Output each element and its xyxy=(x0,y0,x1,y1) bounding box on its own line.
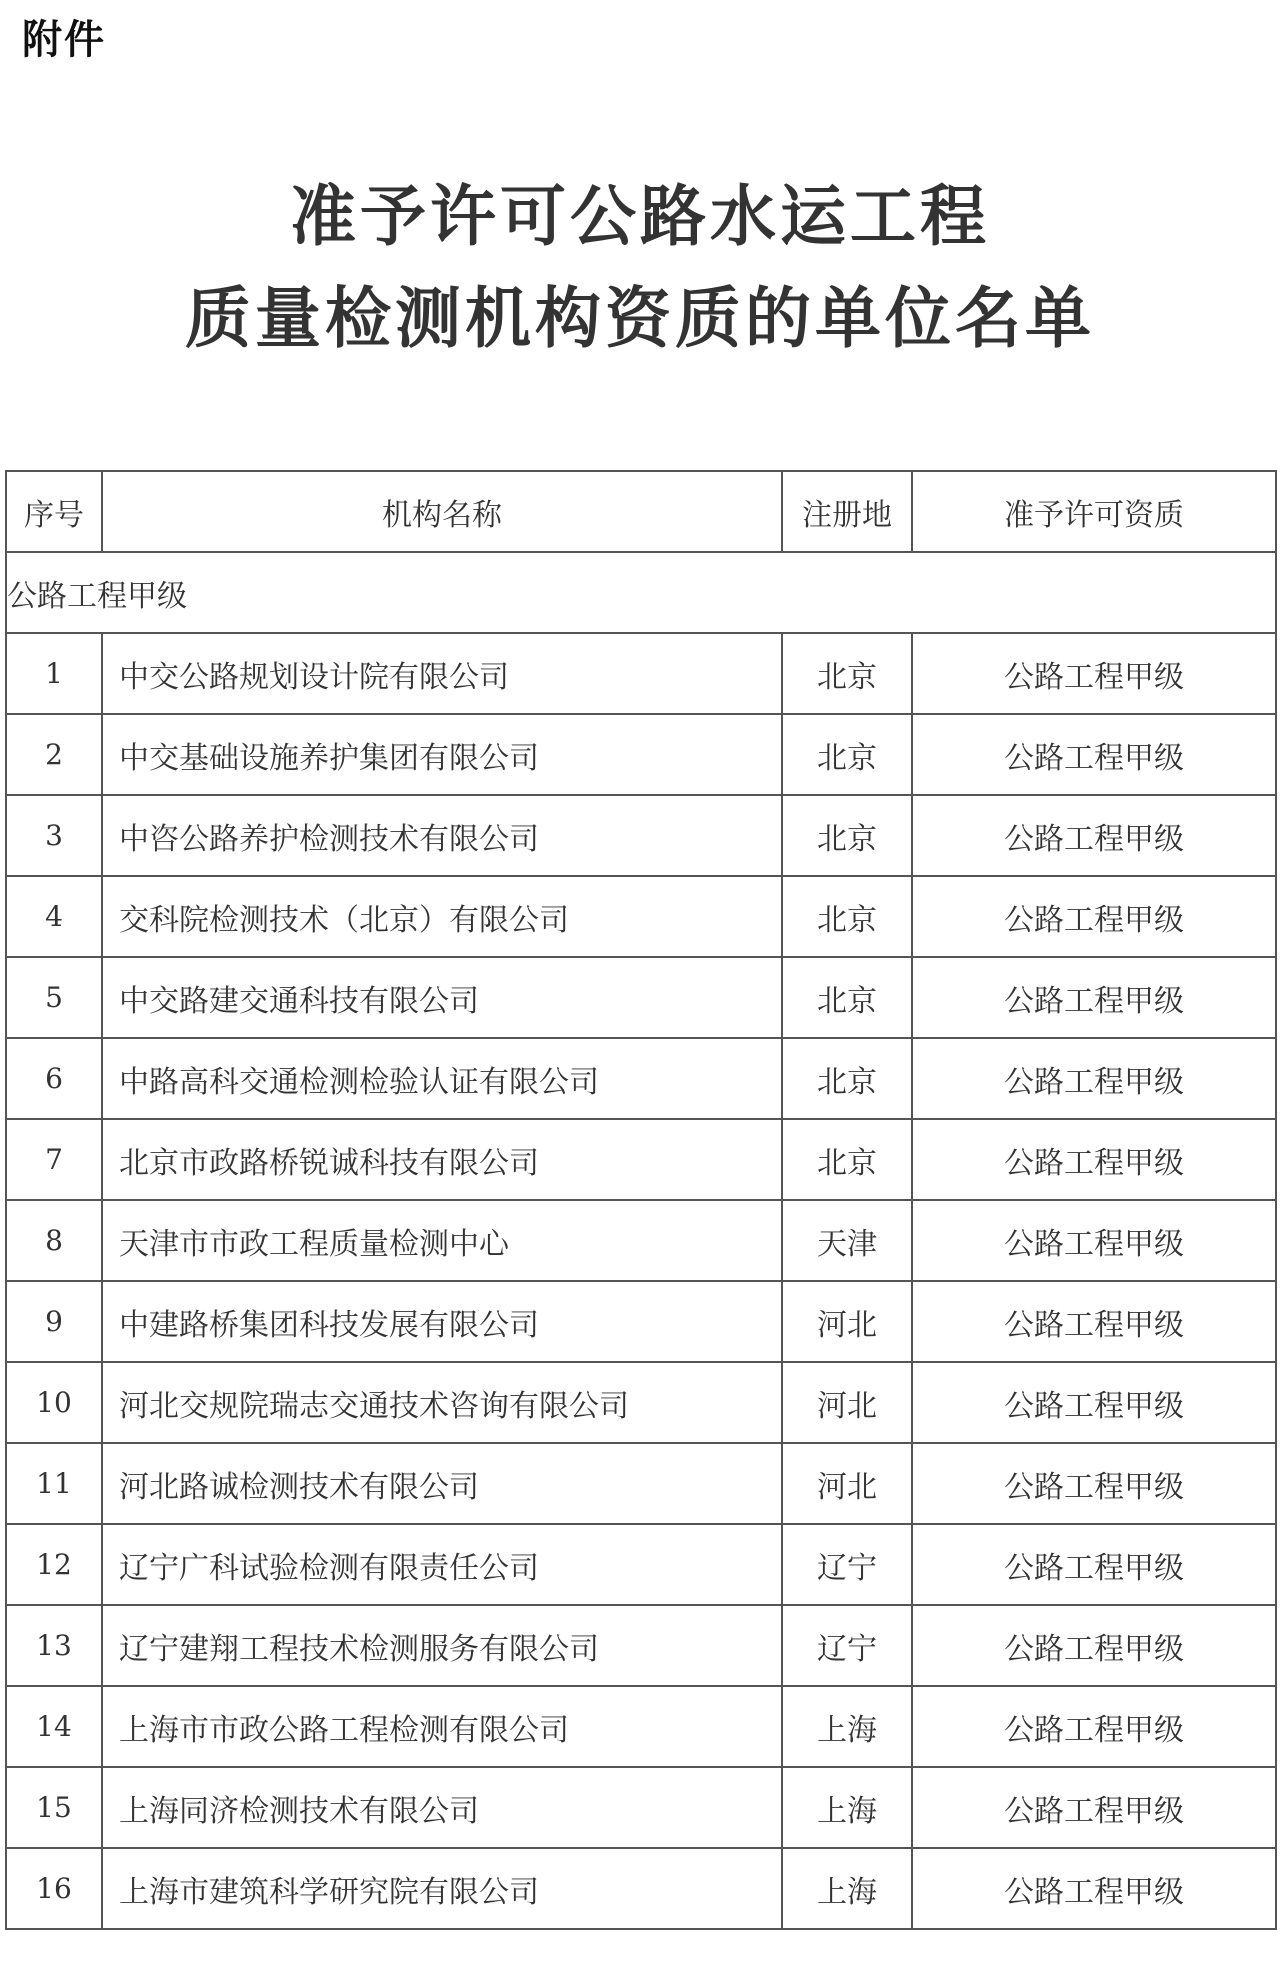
table-row xyxy=(6,1362,1276,1443)
row-index: 5 xyxy=(6,957,102,1038)
row-index: 16 xyxy=(6,1848,102,1929)
header-region: 注册地 xyxy=(782,471,912,552)
table-row xyxy=(6,1038,1276,1119)
row-index: 14 xyxy=(6,1686,102,1767)
row-institution-name: 中交基础设施养护集团有限公司 xyxy=(102,714,782,795)
row-qualification: 公路工程甲级 xyxy=(912,1605,1276,1686)
header-index: 序号 xyxy=(6,471,102,552)
document-title-line-1: 准予许可公路水运工程 xyxy=(290,178,990,255)
table-row xyxy=(6,714,1276,795)
row-institution-name: 辽宁广科试验检测有限责任公司 xyxy=(102,1524,782,1605)
row-institution-name: 中交公路规划设计院有限公司 xyxy=(102,633,782,714)
row-index: 4 xyxy=(6,876,102,957)
row-region: 北京 xyxy=(782,876,912,957)
document-title-line-2: 质量检测机构资质的单位名单 xyxy=(185,280,1095,357)
attachment-label: 附件 xyxy=(22,17,106,63)
row-region: 上海 xyxy=(782,1767,912,1848)
row-qualification: 公路工程甲级 xyxy=(912,1848,1276,1929)
row-index: 3 xyxy=(6,795,102,876)
row-region: 北京 xyxy=(782,714,912,795)
institution-table xyxy=(5,470,1277,1930)
table-row xyxy=(6,1605,1276,1686)
table-row xyxy=(6,876,1276,957)
row-qualification: 公路工程甲级 xyxy=(912,1281,1276,1362)
row-institution-name: 上海同济检测技术有限公司 xyxy=(102,1767,782,1848)
row-qualification: 公路工程甲级 xyxy=(912,1200,1276,1281)
row-institution-name: 交科院检测技术（北京）有限公司 xyxy=(102,876,782,957)
row-region: 北京 xyxy=(782,957,912,1038)
row-qualification: 公路工程甲级 xyxy=(912,1119,1276,1200)
row-index: 2 xyxy=(6,714,102,795)
row-region: 辽宁 xyxy=(782,1524,912,1605)
row-index: 12 xyxy=(6,1524,102,1605)
row-institution-name: 中交路建交通科技有限公司 xyxy=(102,957,782,1038)
row-region: 北京 xyxy=(782,1119,912,1200)
row-institution-name: 中路高科交通检测检验认证有限公司 xyxy=(102,1038,782,1119)
table-row xyxy=(6,633,1276,714)
table-row xyxy=(6,1767,1276,1848)
row-region: 北京 xyxy=(782,1038,912,1119)
row-qualification: 公路工程甲级 xyxy=(912,1443,1276,1524)
row-institution-name: 河北路诚检测技术有限公司 xyxy=(102,1443,782,1524)
row-institution-name: 北京市政路桥锐诚科技有限公司 xyxy=(102,1119,782,1200)
row-qualification: 公路工程甲级 xyxy=(912,1686,1276,1767)
table-row xyxy=(6,1848,1276,1929)
row-qualification: 公路工程甲级 xyxy=(912,714,1276,795)
row-institution-name: 河北交规院瑞志交通技术咨询有限公司 xyxy=(102,1362,782,1443)
row-qualification: 公路工程甲级 xyxy=(912,795,1276,876)
table-row xyxy=(6,1443,1276,1524)
row-institution-name: 辽宁建翔工程技术检测服务有限公司 xyxy=(102,1605,782,1686)
row-index: 7 xyxy=(6,1119,102,1200)
row-region: 辽宁 xyxy=(782,1605,912,1686)
row-region: 北京 xyxy=(782,633,912,714)
row-qualification: 公路工程甲级 xyxy=(912,1767,1276,1848)
row-institution-name: 天津市市政工程质量检测中心 xyxy=(102,1200,782,1281)
row-qualification: 公路工程甲级 xyxy=(912,876,1276,957)
row-region: 上海 xyxy=(782,1686,912,1767)
row-region: 河北 xyxy=(782,1362,912,1443)
row-qualification: 公路工程甲级 xyxy=(912,1362,1276,1443)
row-qualification: 公路工程甲级 xyxy=(912,1038,1276,1119)
row-institution-name: 上海市建筑科学研究院有限公司 xyxy=(102,1848,782,1929)
row-qualification: 公路工程甲级 xyxy=(912,957,1276,1038)
row-institution-name: 上海市市政公路工程检测有限公司 xyxy=(102,1686,782,1767)
table-row xyxy=(6,1119,1276,1200)
row-index: 11 xyxy=(6,1443,102,1524)
row-region: 河北 xyxy=(782,1443,912,1524)
table-row xyxy=(6,795,1276,876)
table-row xyxy=(6,1524,1276,1605)
row-region: 上海 xyxy=(782,1848,912,1929)
row-qualification: 公路工程甲级 xyxy=(912,1524,1276,1605)
row-index: 6 xyxy=(6,1038,102,1119)
section-row xyxy=(6,552,1276,633)
row-index: 8 xyxy=(6,1200,102,1281)
table-header-row xyxy=(6,471,1276,552)
row-qualification: 公路工程甲级 xyxy=(912,633,1276,714)
header-name: 机构名称 xyxy=(102,471,782,552)
row-index: 10 xyxy=(6,1362,102,1443)
row-region: 河北 xyxy=(782,1281,912,1362)
table-row xyxy=(6,1281,1276,1362)
row-index: 13 xyxy=(6,1605,102,1686)
table-row xyxy=(6,1686,1276,1767)
row-region: 天津 xyxy=(782,1200,912,1281)
row-index: 15 xyxy=(6,1767,102,1848)
row-index: 1 xyxy=(6,633,102,714)
header-qualification: 准予许可资质 xyxy=(912,471,1276,552)
row-region: 北京 xyxy=(782,795,912,876)
row-index: 9 xyxy=(6,1281,102,1362)
table-row xyxy=(6,1200,1276,1281)
section-title: 公路工程甲级 xyxy=(6,552,1276,633)
row-institution-name: 中建路桥集团科技发展有限公司 xyxy=(102,1281,782,1362)
table-row xyxy=(6,957,1276,1038)
row-institution-name: 中咨公路养护检测技术有限公司 xyxy=(102,795,782,876)
